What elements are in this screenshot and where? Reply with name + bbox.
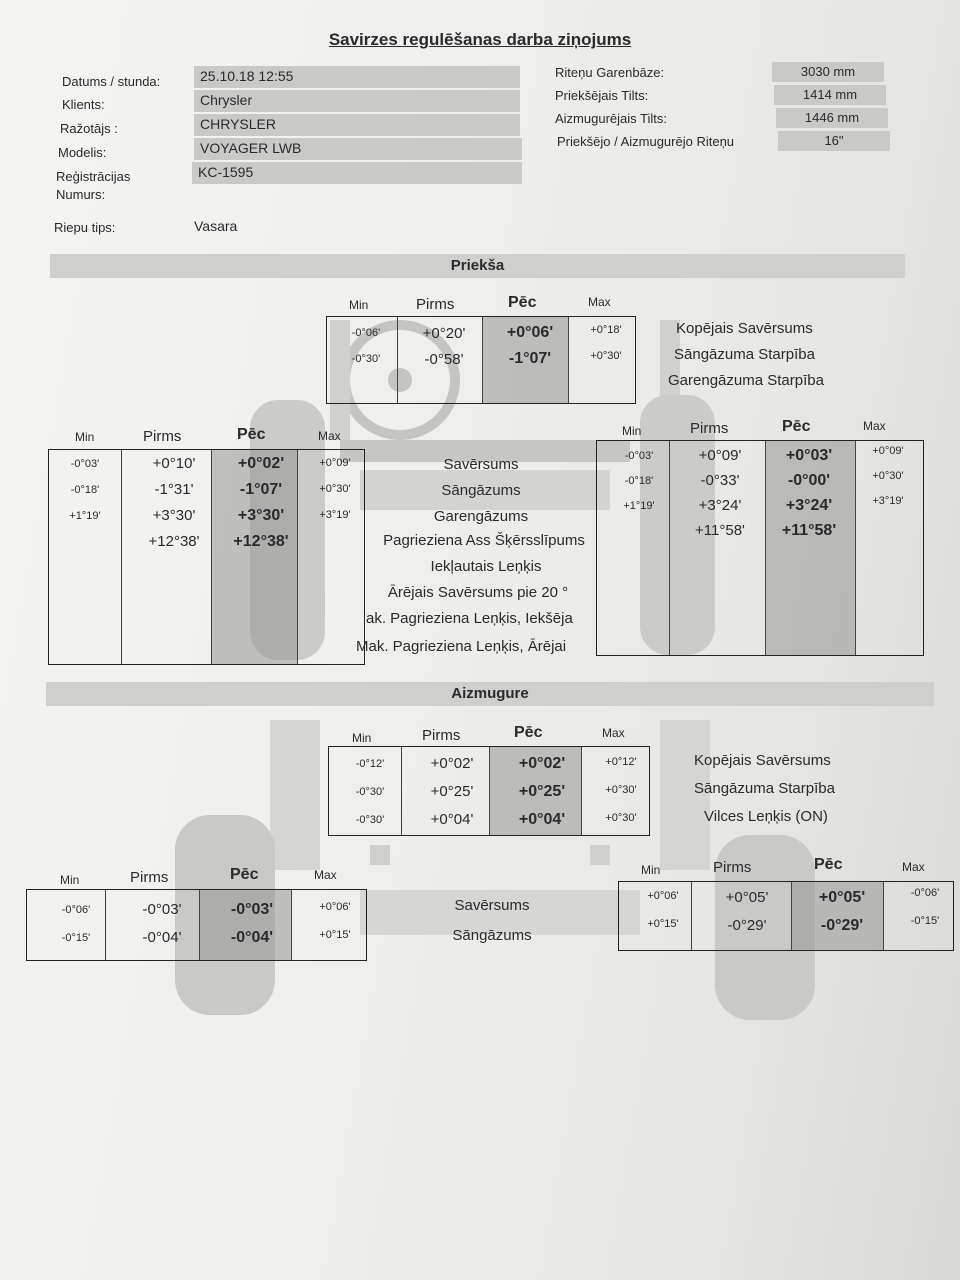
front-center-max-0: +0°18' [590,324,622,336]
front-right-min-header: Min [622,424,642,438]
rear-center-pirms-2: +0°04' [430,811,474,828]
front-left-min-2: +1°19' [69,510,101,522]
rear-left-max-0: +0°06' [319,901,351,913]
report-title: Savirzes regulēšanas darba ziņojums [328,30,632,49]
wheel-size-value: 16" [778,131,890,151]
front-left-pirms-header: Pirms [143,428,182,445]
wheelbase-value: 3030 mm [772,62,884,82]
front-track-label: Priekšējais Tilts: [555,88,649,103]
front-right-pirms-2: +3°24' [698,497,742,514]
date-value: 25.10.18 12:55 [194,66,520,88]
rear-left-min-0: -0°06' [61,904,91,916]
date-label: Datums / stunda: [62,74,161,89]
front-center-min-1: -0°30' [351,353,381,365]
rear-left-min-header: Min [60,873,80,887]
front-left-max-header: Max [318,429,341,443]
rear-left-pec-1: -0°04' [230,929,274,946]
rear-left-pirms-header: Pirms [130,869,169,886]
rear-left-pirms-0: -0°03' [142,901,182,918]
rear-thrust-angle-label: Vilces Leņķis (ON) [704,808,828,825]
front-center-pec-header: Pēc [508,294,537,311]
front-right-min-0: -0°03' [624,450,654,462]
front-total-toe-label: Kopējais Savērsums [676,320,813,337]
registration-label: Reģistrācijas Numurs: [56,169,131,202]
rear-right-pirms-0: +0°05' [725,889,769,906]
rear-left-min-1: -0°15' [61,932,91,944]
client-value: Chrysler [194,90,520,112]
rear-center-pec-1: +0°25' [518,783,566,800]
front-center-pirms-header: Pirms [416,296,455,313]
rear-left-table [26,889,367,961]
front-right-min-1: -0°18' [624,475,654,487]
front-center-pec-0: +0°06' [506,324,554,341]
rear-center-pirms-0: +0°02' [430,755,474,772]
front-section-band: Priekša [50,254,905,278]
rear-right-pec-0: +0°05' [818,889,866,906]
front-camber-label: Sāngāzums [441,482,521,499]
manufacturer-label: Ražotājs : [60,121,118,136]
tire-type-value: Vasara [194,218,238,234]
rear-toe-label: Savērsums [454,897,530,914]
rear-center-min-2: -0°30' [355,814,385,826]
front-right-max-1: +0°30' [872,470,904,482]
front-center-pec-1: -1°07' [508,350,552,367]
front-left-pirms-1: -1°31' [154,481,194,498]
front-camber-diff-label: Sāngāzuma Starpība [674,346,815,363]
front-left-pec-3: +12°38' [233,533,289,550]
front-left-pec-1: -1°07' [239,481,283,498]
tire-type-label: Riepu tips: [54,220,116,235]
rear-center-pec-2: +0°04' [518,811,566,828]
front-left-max-2: +3°19' [319,509,351,521]
rear-right-min-0: +0°06' [647,890,679,902]
front-right-pirms-3: +11°58' [695,522,745,539]
front-center-pirms-0: +0°20' [422,325,466,342]
front-right-max-2: +3°19' [872,495,904,507]
front-left-pirms-0: +0°10' [152,455,196,472]
front-right-pirms-header: Pirms [690,420,729,437]
front-left-max-1: +0°30' [319,483,351,495]
front-left-pec-0: +0°02' [237,455,285,472]
rear-right-pirms-1: -0°29' [727,917,767,934]
front-track-value: 1414 mm [774,85,886,105]
rear-center-pec-header: Pēc [514,724,543,741]
front-left-pec-header: Pēc [237,426,266,443]
rear-center-max-header: Max [602,726,625,740]
front-left-pirms-2: +3°30' [152,507,196,524]
front-right-min-2: +1°19' [623,500,655,512]
front-caster-diff-label: Garengāzuma Starpība [668,372,824,389]
front-caster-label: Garengāzums [433,508,529,525]
rear-center-min-1: -0°30' [355,786,385,798]
rear-right-min-header: Min [641,863,661,877]
rear-right-max-header: Max [902,860,925,874]
rear-track-label: Aizmugurējais Tilts: [555,111,667,126]
client-label: Klients: [62,97,105,112]
front-center-min-0: -0°06' [351,327,381,339]
rear-track-value: 1446 mm [776,108,888,128]
model-label: Modelis: [58,145,107,160]
front-max-turn-outer-label: Mak. Pagrieziena Leņķis, Ārējai [356,638,567,655]
registration-value: KC-1595 [192,162,522,184]
front-center-max-1: +0°30' [590,350,622,362]
rear-center-max-2: +0°30' [605,812,637,824]
front-left-min-1: -0°18' [70,484,100,496]
rear-camber-label: Sāngāzums [452,927,532,944]
front-left-pirms-3: +12°38' [148,533,200,550]
front-right-pirms-1: -0°33' [700,472,740,489]
front-center-max-header: Max [588,295,611,309]
front-right-pec-header: Pēc [782,418,811,435]
front-max-turn-inner-label: ak. Pagrieziena Leņķis, Iekšēja [366,610,573,627]
rear-right-pec-1: -0°29' [820,917,864,934]
rear-left-max-1: +0°15' [319,929,351,941]
front-left-min-0: -0°03' [70,458,100,470]
rear-left-max-header: Max [314,868,337,882]
rear-right-max-0: -0°06' [910,887,940,899]
front-sai-label: Pagrieziena Ass Šķērsslīpums [383,532,585,549]
front-right-pirms-0: +0°09' [698,447,742,464]
rear-right-min-1: +0°15' [647,918,679,930]
rear-center-max-0: +0°12' [605,756,637,768]
rear-center-pirms-1: +0°25' [430,783,474,800]
manufacturer-value: CHRYSLER [194,114,520,136]
rear-left-pec-0: -0°03' [230,901,274,918]
rear-left-pirms-1: -0°04' [142,929,182,946]
rear-right-pirms-header: Pirms [713,859,752,876]
front-left-pec-2: +3°30' [237,507,285,524]
front-right-pec-3: +11°58' [781,522,837,539]
front-left-min-header: Min [75,430,95,444]
front-included-angle-label: Iekļautais Leņķis [430,558,542,575]
front-right-pec-1: -0°00' [787,472,831,489]
wheel-size-label: Priekšējo / Aizmugurējo Riteņu [557,134,735,149]
rear-right-max-1: -0°15' [910,915,940,927]
rear-center-min-header: Min [352,731,372,745]
rear-center-min-0: -0°12' [355,758,385,770]
front-right-pec-0: +0°03' [785,447,833,464]
rear-center-pirms-header: Pirms [422,727,461,744]
model-value: VOYAGER LWB [194,138,522,160]
wheelbase-label: Riteņu Garenbāze: [555,65,665,80]
rear-total-toe-label: Kopējais Savērsums [694,752,831,769]
front-toe-out-on-turns-label: Ārējais Savērsums pie 20 ° [387,584,569,601]
front-center-min-header: Min [349,298,369,312]
front-center-pirms-1: -0°58' [424,351,464,368]
front-toe-label: Savērsums [443,456,519,473]
rear-right-pec-header: Pēc [814,856,843,873]
front-right-pec-2: +3°24' [785,497,833,514]
rear-center-pec-0: +0°02' [518,755,566,772]
rear-center-max-1: +0°30' [605,784,637,796]
rear-camber-diff-label: Sāngāzuma Starpība [694,780,835,797]
rear-left-pec-header: Pēc [230,866,259,883]
front-right-max-0: +0°09' [872,445,904,457]
rear-section-band: Aizmugure [46,682,934,706]
front-right-max-header: Max [863,419,886,433]
front-left-max-0: +0°09' [319,457,351,469]
